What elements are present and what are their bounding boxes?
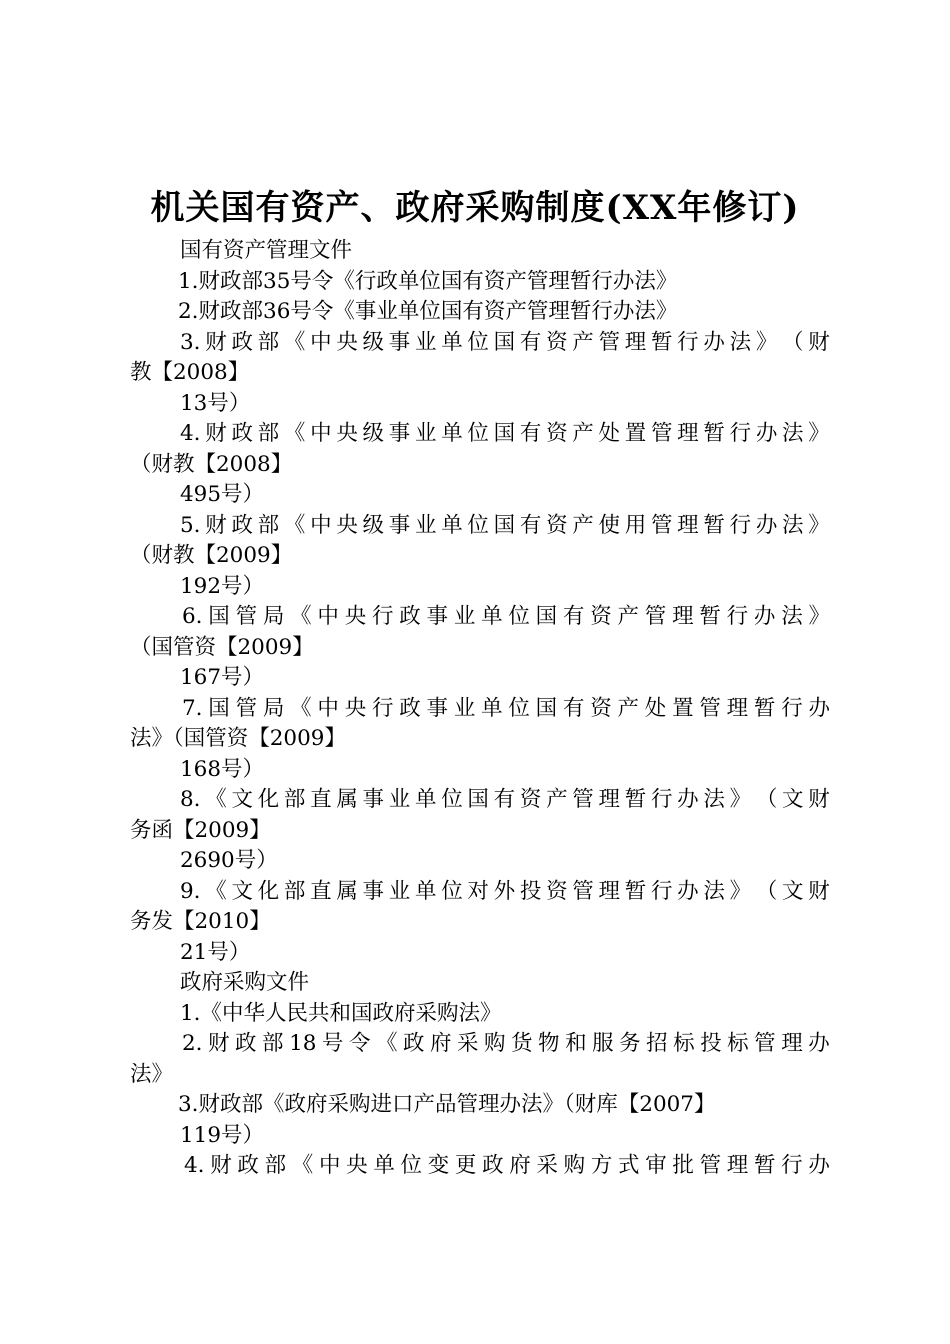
list-item-continuation: （财教【2009】 [130, 543, 293, 568]
list-item-continuation: 务函【2009】 [130, 818, 271, 843]
list-item: 6. 国 管 局 《 中 央 行 政 事 业 单 位 国 有 资 产 管 理 暂 行 办 法 》 [182, 604, 830, 629]
list-item-continuation: 法》（国管资【2009】 [130, 726, 346, 751]
list-item: 8. 《 文 化 部 直 属 事 业 单 位 国 有 资 产 管 理 暂 行 办 法 》 （ 文 财 [180, 787, 830, 812]
list-item-continuation: 13号） [180, 391, 251, 416]
list-item: 1.《中华人民共和国政府采购法》 [180, 1001, 502, 1026]
list-item-continuation: 21号） [180, 940, 251, 965]
list-item: 5. 财 政 部 《 中 央 级 事 业 单 位 国 有 资 产 使 用 管 理 暂 行 办 法 》 [180, 513, 830, 538]
list-item-continuation: 167号） [180, 665, 265, 690]
list-item: 3. 财 政 部 《 中 央 级 事 业 单 位 国 有 资 产 管 理 暂 行 办 法 》 （ 财 [180, 330, 830, 355]
document-title: 机关国有资产、政府采购制度(XX年修订) [150, 188, 800, 228]
list-item-continuation: （国管资【2009】 [130, 635, 314, 660]
list-item-continuation: 务发【2010】 [130, 909, 271, 934]
list-item: 1.财政部35号令《行政单位国有资产管理暂行办法》 [178, 269, 678, 294]
list-item: 3.财政部《政府采购进口产品管理办法》（财库【2007】 [178, 1092, 716, 1117]
list-item: 4. 财 政 部 《 中 央 级 事 业 单 位 国 有 资 产 处 置 管 理 暂 行 办 法 》 [180, 421, 830, 446]
list-item: 2. 财 政 部 18 号 令 《 政 府 采 购 货 物 和 服 务 招 标 投 标 管 理 办 [182, 1031, 830, 1056]
list-item-continuation: 2690号） [180, 848, 278, 873]
list-item-continuation: 119号） [180, 1123, 265, 1148]
list-item-continuation: 教【2008】 [130, 360, 250, 385]
list-item-continuation: 168号） [180, 757, 265, 782]
list-item-continuation: （财教【2008】 [130, 452, 293, 477]
list-item: 4. 财 政 部 《 中 央 单 位 变 更 政 府 采 购 方 式 审 批 管 理 暂 行 办 [184, 1153, 830, 1178]
section-heading-assets: 国有资产管理文件 [180, 238, 353, 263]
list-item: 9. 《 文 化 部 直 属 事 业 单 位 对 外 投 资 管 理 暂 行 办 法 》 （ 文 财 [180, 879, 830, 904]
section-heading-procurement: 政府采购文件 [180, 970, 310, 995]
list-item-continuation: 192号） [180, 574, 265, 599]
list-item: 2.财政部36号令《事业单位国有资产管理暂行办法》 [178, 299, 678, 324]
list-item-continuation: 法》 [130, 1062, 174, 1087]
list-item-continuation: 495号） [180, 482, 265, 507]
list-item: 7. 国 管 局 《 中 央 行 政 事 业 单 位 国 有 资 产 处 置 管 理 暂 行 办 [182, 696, 830, 721]
